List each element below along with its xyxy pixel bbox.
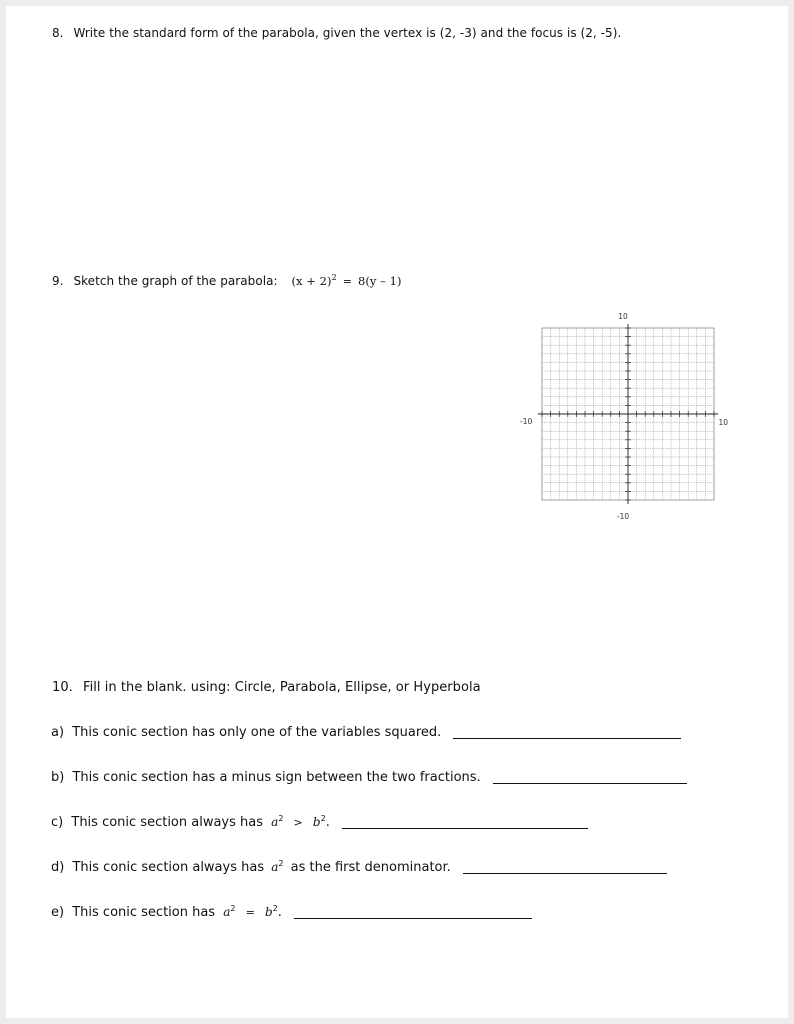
item-b-answer-blank[interactable] bbox=[493, 782, 687, 784]
item-c-answer-blank[interactable] bbox=[342, 827, 588, 829]
item-b-letter: b) bbox=[51, 770, 65, 785]
item-c-var-a: a bbox=[271, 815, 279, 829]
item-c-var-b: b bbox=[312, 815, 321, 829]
question-9-text: Sketch the graph of the parabola: bbox=[73, 274, 278, 288]
item-b-text: This conic section has a minus sign between the two fractions. bbox=[72, 770, 481, 785]
item-d-text-before: This conic section always has bbox=[72, 860, 265, 875]
grid-label-left: -10 bbox=[520, 417, 533, 426]
item-e-var-b: b bbox=[264, 905, 273, 919]
item-e-text: This conic section has bbox=[72, 905, 216, 920]
item-d-var-a: a bbox=[271, 860, 279, 874]
grid-label-top: 10 bbox=[618, 312, 628, 321]
question-8-text: Write the standard form of the parabola, given the vertex is (2, -3) and the focus is (2, -5). bbox=[73, 26, 622, 40]
item-e-operator: = bbox=[245, 906, 255, 919]
question-10-number: 10. bbox=[52, 680, 73, 695]
item-c-end: . bbox=[325, 815, 330, 830]
question-10-text: Fill in the blank. using: Circle, Parabola, Ellipse, or Hyperbola bbox=[83, 680, 481, 695]
question-9 bbox=[52, 274, 402, 288]
grid-axes bbox=[538, 324, 718, 504]
item-e-var-a: a bbox=[223, 905, 231, 919]
item-c-text: This conic section always has bbox=[71, 815, 264, 830]
item-c-letter: c) bbox=[51, 815, 64, 830]
item-e-end: . bbox=[277, 905, 282, 920]
coordinate-grid bbox=[516, 310, 736, 530]
question-10 bbox=[52, 680, 481, 695]
item-d bbox=[51, 860, 667, 875]
item-d-answer-blank[interactable] bbox=[463, 872, 667, 874]
worksheet-page bbox=[6, 6, 788, 1018]
item-c bbox=[51, 815, 588, 830]
equation-lhs: (x + 2) bbox=[291, 274, 332, 288]
equation-equals: = bbox=[342, 275, 352, 288]
equation-exponent: 2 bbox=[331, 273, 337, 282]
item-c-exp-b: 2 bbox=[320, 814, 326, 823]
item-d-letter: d) bbox=[51, 860, 65, 875]
item-a-answer-blank[interactable] bbox=[453, 737, 681, 739]
question-9-number: 9. bbox=[52, 274, 64, 288]
question-8-number: 8. bbox=[52, 26, 64, 40]
item-d-exp-a: 2 bbox=[278, 859, 284, 868]
item-c-operator: > bbox=[293, 816, 303, 829]
grid-label-right: 10 bbox=[718, 418, 728, 427]
question-8 bbox=[52, 26, 621, 40]
item-e-letter: e) bbox=[51, 905, 65, 920]
item-d-text-after: as the first denominator. bbox=[290, 860, 451, 875]
item-e bbox=[51, 905, 532, 920]
item-a-letter: a) bbox=[51, 725, 65, 740]
grid-label-bottom: -10 bbox=[616, 512, 630, 521]
item-e-exp-a: 2 bbox=[230, 904, 236, 913]
question-9-equation bbox=[292, 274, 402, 288]
item-a bbox=[51, 725, 681, 740]
equation-rhs: 8(y – 1) bbox=[358, 274, 402, 288]
item-b bbox=[51, 770, 687, 785]
item-e-answer-blank[interactable] bbox=[294, 917, 532, 919]
item-a-text: This conic section has only one of the variables squared. bbox=[72, 725, 442, 740]
item-e-exp-b: 2 bbox=[272, 904, 278, 913]
item-c-exp-a: 2 bbox=[278, 814, 284, 823]
